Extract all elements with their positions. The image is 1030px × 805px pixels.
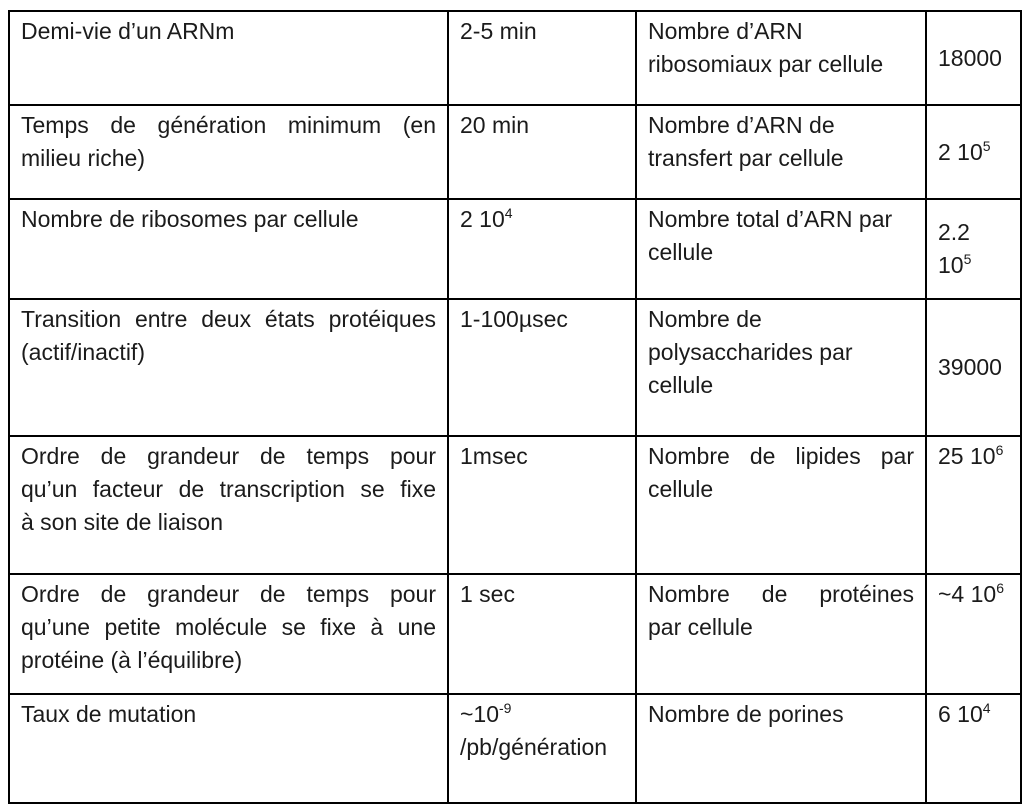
text-segment: 18000 bbox=[938, 44, 1002, 71]
left-value-cell bbox=[448, 694, 636, 803]
table-row bbox=[9, 299, 1021, 436]
superscript-exponent: -9 bbox=[499, 700, 512, 716]
cell-text-line bbox=[460, 698, 624, 731]
text-segment: Transition entre deux états protéiques bbox=[21, 306, 436, 332]
table-row bbox=[9, 11, 1021, 105]
cell-text-line bbox=[938, 136, 1009, 169]
right-parameter-cell bbox=[636, 574, 926, 694]
text-segment: 2 10 bbox=[938, 138, 983, 165]
text-segment: Ordre de grandeur de temps pour bbox=[21, 443, 436, 469]
text-segment: Nombre total d’ARN par bbox=[648, 206, 893, 232]
right-value-cell bbox=[926, 436, 1021, 574]
left-parameter-cell bbox=[9, 199, 448, 299]
text-segment: Ordre de grandeur de temps pour bbox=[21, 581, 436, 607]
cell-text-line bbox=[21, 440, 436, 473]
cell-text-line bbox=[460, 303, 624, 336]
cell-text-line bbox=[648, 142, 914, 175]
text-segment: ~10 bbox=[460, 701, 500, 727]
cell-text-line bbox=[938, 42, 1009, 75]
cell-text-line bbox=[460, 15, 624, 48]
text-segment: Nombre de porines bbox=[648, 701, 844, 727]
cell-text-line bbox=[648, 15, 914, 48]
right-value-cell bbox=[926, 694, 1021, 803]
cell-text-line bbox=[938, 249, 1009, 282]
text-segment: à son site de liaison bbox=[21, 509, 224, 535]
right-value-cell bbox=[926, 11, 1021, 105]
text-segment: par cellule bbox=[648, 614, 753, 640]
cell-text-line bbox=[21, 109, 436, 142]
text-segment: milieu riche) bbox=[21, 145, 145, 171]
cell-text-line bbox=[648, 440, 914, 473]
cell-text-line bbox=[460, 203, 624, 236]
text-segment: 2.2 bbox=[938, 219, 970, 245]
table-row bbox=[9, 105, 1021, 199]
right-value-cell bbox=[926, 105, 1021, 199]
text-segment: Nombre d’ARN bbox=[648, 18, 803, 44]
text-segment: (actif/inactif) bbox=[21, 339, 145, 365]
table-row bbox=[9, 199, 1021, 299]
left-parameter-cell bbox=[9, 105, 448, 199]
cell-text-line bbox=[21, 203, 436, 236]
left-parameter-cell bbox=[9, 299, 448, 436]
text-segment: 39000 bbox=[938, 354, 1002, 380]
table-row bbox=[9, 694, 1021, 803]
superscript-exponent: 5 bbox=[963, 251, 972, 267]
cell-text-line bbox=[21, 142, 436, 175]
right-parameter-cell bbox=[636, 299, 926, 436]
cell-text-line bbox=[648, 698, 914, 731]
text-segment: Nombre d’ARN de bbox=[648, 112, 835, 138]
cell-text-line bbox=[21, 15, 436, 48]
cell-text-line bbox=[648, 611, 914, 644]
cell-text-line bbox=[648, 336, 914, 369]
text-segment: qu’un facteur de transcription se fixe bbox=[21, 476, 436, 502]
text-segment: cellule bbox=[648, 372, 714, 398]
text-segment: ribosomiaux par cellule bbox=[648, 51, 884, 77]
left-value-cell bbox=[448, 105, 636, 199]
text-segment: 10 bbox=[938, 252, 964, 278]
text-segment: 20 min bbox=[460, 112, 530, 138]
left-parameter-cell bbox=[9, 574, 448, 694]
left-parameter-cell bbox=[9, 436, 448, 574]
cell-text-line bbox=[648, 578, 914, 611]
cell-text-line bbox=[21, 303, 436, 336]
superscript-exponent: 5 bbox=[982, 137, 991, 154]
cell-text-line bbox=[21, 506, 436, 539]
cell-text-line bbox=[938, 216, 1009, 249]
cell-text-line bbox=[648, 109, 914, 142]
text-segment: Demi-vie d’un ARNm bbox=[21, 18, 235, 44]
text-segment: Nombre de ribosomes par cellule bbox=[21, 206, 359, 232]
superscript-exponent: 6 bbox=[995, 442, 1004, 458]
document-table bbox=[8, 10, 1022, 804]
text-segment: cellule bbox=[648, 476, 714, 502]
text-segment: Temps de génération minimum (en bbox=[21, 112, 436, 138]
right-parameter-cell bbox=[636, 199, 926, 299]
cell-text-line bbox=[648, 236, 914, 269]
text-segment: 2 10 bbox=[460, 206, 505, 232]
left-value-cell bbox=[448, 199, 636, 299]
text-segment: ~4 10 bbox=[938, 581, 997, 607]
cell-text-line bbox=[648, 303, 914, 336]
text-segment: 25 10 bbox=[938, 443, 996, 469]
cell-text-line bbox=[938, 351, 1009, 384]
left-parameter-cell bbox=[9, 694, 448, 803]
text-segment: protéine (à l’équilibre) bbox=[21, 647, 243, 673]
table-body bbox=[9, 11, 1021, 803]
superscript-exponent: 4 bbox=[504, 205, 513, 221]
right-value-cell bbox=[926, 574, 1021, 694]
left-value-cell bbox=[448, 299, 636, 436]
text-segment: 1msec bbox=[460, 443, 528, 469]
cell-text-line bbox=[938, 698, 1009, 731]
cell-text-line bbox=[648, 203, 914, 236]
superscript-exponent: 6 bbox=[996, 580, 1004, 596]
text-segment: polysaccharides par bbox=[648, 339, 853, 365]
cell-text-line bbox=[21, 698, 436, 731]
cell-text-line bbox=[648, 369, 914, 402]
text-segment: Nombre de protéines bbox=[648, 581, 914, 607]
left-value-cell bbox=[448, 436, 636, 574]
right-parameter-cell bbox=[636, 105, 926, 199]
cell-text-line bbox=[460, 440, 624, 473]
text-segment: 1 sec bbox=[460, 581, 515, 607]
cell-text-line bbox=[21, 336, 436, 369]
cell-text-line bbox=[648, 48, 914, 81]
cell-text-line bbox=[21, 611, 436, 644]
text-segment: cellule bbox=[648, 239, 714, 265]
left-value-cell bbox=[448, 11, 636, 105]
right-value-cell bbox=[926, 299, 1021, 436]
right-parameter-cell bbox=[636, 694, 926, 803]
text-segment: transfert par cellule bbox=[648, 145, 844, 171]
table-row bbox=[9, 574, 1021, 694]
text-segment: Nombre de bbox=[648, 306, 762, 332]
right-value-cell bbox=[926, 199, 1021, 299]
cell-text-line bbox=[21, 644, 436, 677]
cell-text-line bbox=[21, 473, 436, 506]
table-row bbox=[9, 436, 1021, 574]
text-segment: Nombre de lipides par bbox=[648, 443, 914, 469]
left-value-cell bbox=[448, 574, 636, 694]
cell-text-line bbox=[460, 109, 624, 142]
text-segment: /pb/génération bbox=[460, 734, 608, 760]
cell-text-line bbox=[460, 578, 624, 611]
right-parameter-cell bbox=[636, 436, 926, 574]
text-segment: Taux de mutation bbox=[21, 701, 197, 727]
text-segment: 1-100µsec bbox=[460, 306, 568, 332]
cell-text-line bbox=[938, 440, 1009, 473]
text-segment: 2-5 min bbox=[460, 18, 537, 44]
cell-text-line bbox=[938, 578, 1009, 611]
left-parameter-cell bbox=[9, 11, 448, 105]
text-segment: 6 10 bbox=[938, 701, 983, 727]
right-parameter-cell bbox=[636, 11, 926, 105]
cell-text-line bbox=[21, 578, 436, 611]
cell-text-line bbox=[460, 731, 624, 764]
cell-text-line bbox=[648, 473, 914, 506]
superscript-exponent: 4 bbox=[982, 700, 991, 716]
text-segment: qu’une petite molécule se fixe à une bbox=[21, 614, 436, 640]
